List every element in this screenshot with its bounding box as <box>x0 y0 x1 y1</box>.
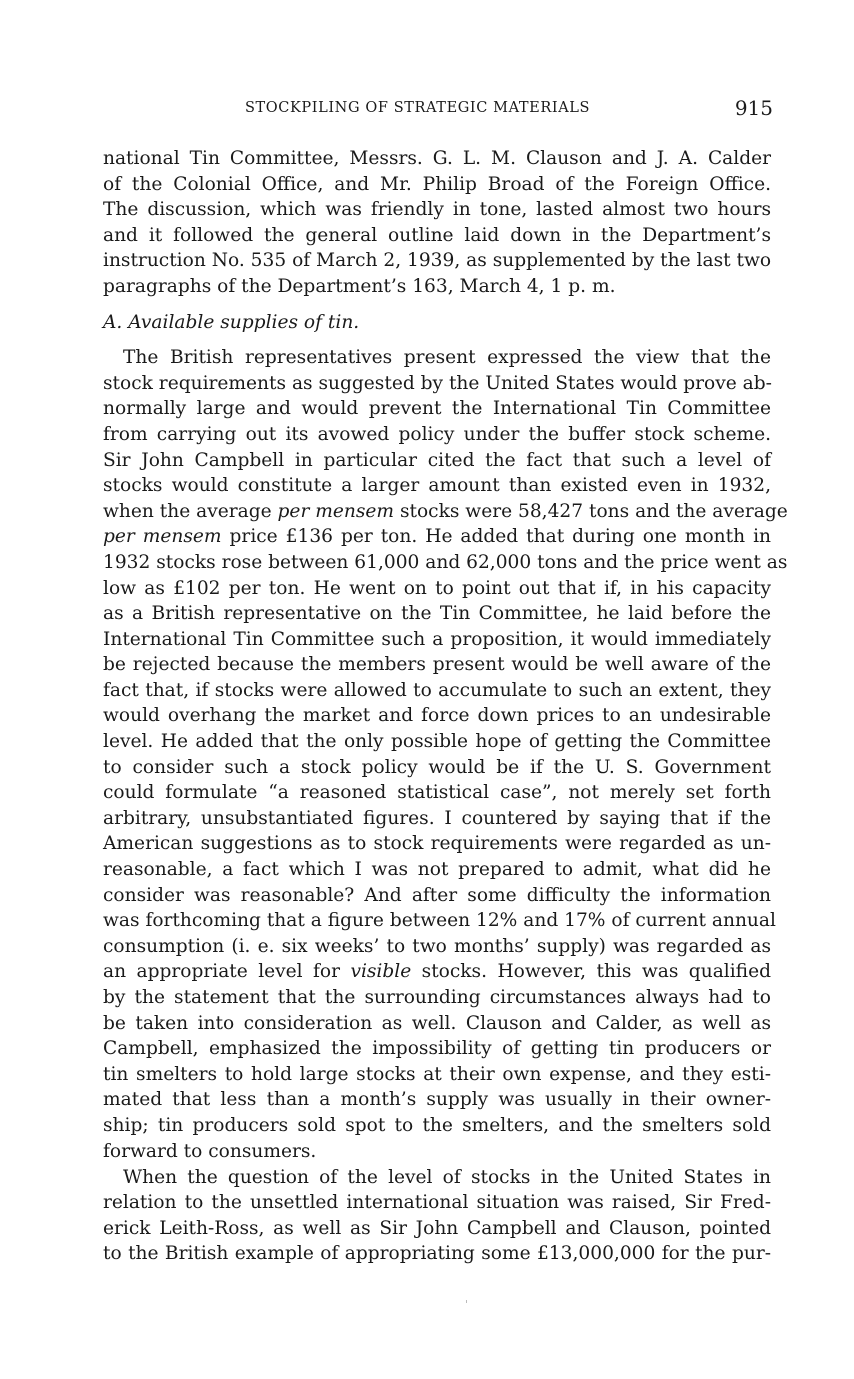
paragraph-1 <box>103 146 771 300</box>
text-line: ship; tin producers sold spot to the smelters, and the smelters sold <box>103 1114 771 1136</box>
text-line: Sir John Campbell in particular cited the fact that such a level of <box>103 449 771 471</box>
text-line: The discussion, which was friendly in tone, lasted almost two hours <box>103 199 771 221</box>
text-line: when the average per mensem stocks were 58,427 tons and the average <box>103 500 788 522</box>
page-header <box>103 96 773 122</box>
text-line: would overhang the market and force down prices to an undesirable <box>103 705 771 727</box>
page-number: 915 <box>734 96 773 120</box>
text-line: mated that less than a month’s supply was usually in their owner- <box>103 1089 771 1111</box>
text-line: by the statement that the surrounding circumstances always had to <box>103 987 771 1008</box>
paragraph-2 <box>103 345 788 1164</box>
text-line: stock requirements as suggested by the United States would prove ab- <box>103 372 772 394</box>
text-line: of the Colonial Office, and Mr. Philip Broad of the Foreign Office. <box>103 173 771 195</box>
text-line: low as £102 per ton. He went on to point out that if, in his capacity <box>103 577 771 599</box>
text-line: 1932 stocks rose between 61,000 and 62,000 tons and the price went as <box>103 551 788 573</box>
text-line: arbitrary, unsubstantiated figures. I countered by saying that if the <box>103 807 771 829</box>
text-line: The British representatives present expressed the view that the <box>123 347 771 369</box>
text-line: paragraphs of the Department’s 163, March 4, 1 p. m. <box>103 275 616 297</box>
text-line: International Tin Committee such a proposition, it would immediately <box>103 628 771 650</box>
text-line: be taken into consideration as well. Clauson and Calder, as well as <box>103 1012 771 1034</box>
print-mark <box>466 1300 467 1303</box>
text-line: to consider such a stock policy would be if the U. S. Government <box>103 756 771 778</box>
text-line: fact that, if stocks were allowed to accumulate to such an extent, they <box>103 679 771 701</box>
text-line: and it followed the general outline laid down in the Department’s <box>103 224 771 246</box>
paragraph-3 <box>103 1165 771 1267</box>
body-text <box>103 146 788 1267</box>
text-line: was forthcoming that a figure between 12% and 17% of current annual <box>103 910 776 932</box>
text-line: American suggestions as to stock requirements were regarded as un- <box>103 833 771 855</box>
text-line: forward to consumers. <box>103 1140 317 1162</box>
text-line: erick Leith-Ross, as well as Sir John Campbell and Clauson, pointed <box>103 1217 771 1239</box>
text-line: to the British example of appropriating some £13,000,000 for the pur- <box>103 1243 771 1265</box>
text-line: stocks would constitute a larger amount than existed even in 1932, <box>103 475 771 497</box>
text-line: instruction No. 535 of March 2, 1939, as supplemented by the last two <box>103 250 772 272</box>
text-line: consumption (i. e. six weeks’ to two months’ supply) was regarded as <box>103 935 771 957</box>
text-line: consider was reasonable? And after some difficulty the information <box>103 884 771 906</box>
text-line: level. He added that the only possible hope of getting the Committee <box>103 731 771 753</box>
text-line: as a British representative on the Tin Committee, he laid before the <box>103 603 771 625</box>
text-line: per mensem price £136 per ton. He added that during one month in <box>103 526 771 548</box>
text-line: normally large and would prevent the International Tin Committee <box>103 398 771 420</box>
text-line: an appropriate level for visible stocks. However, this was qualified <box>103 961 771 983</box>
text-line: tin smelters to hold large stocks at their own expense, and they esti- <box>103 1063 771 1085</box>
text-line: from carrying out its avowed policy under the buffer stock scheme. <box>103 423 771 445</box>
text-line: relation to the unsettled international situation was raised, Sir Fred- <box>103 1192 771 1214</box>
section-heading: A. Available supplies of tin. <box>103 311 360 333</box>
text-line: reasonable, a fact which I was not prepared to admit, what did he <box>103 859 771 881</box>
text-line: Campbell, emphasized the impossibility of getting tin producers or <box>103 1038 771 1060</box>
text-line: could formulate “a reasoned statistical case”, not merely set forth <box>103 782 771 804</box>
text-line: be rejected because the members present would be well aware of the <box>103 654 771 676</box>
text-line: When the question of the level of stocks in the United States in <box>123 1166 771 1188</box>
running-head: STOCKPILING OF STRATEGIC MATERIALS <box>245 100 591 116</box>
text-line: national Tin Committee, Messrs. G. L. M. Clauson and J. A. Calder <box>103 148 771 169</box>
